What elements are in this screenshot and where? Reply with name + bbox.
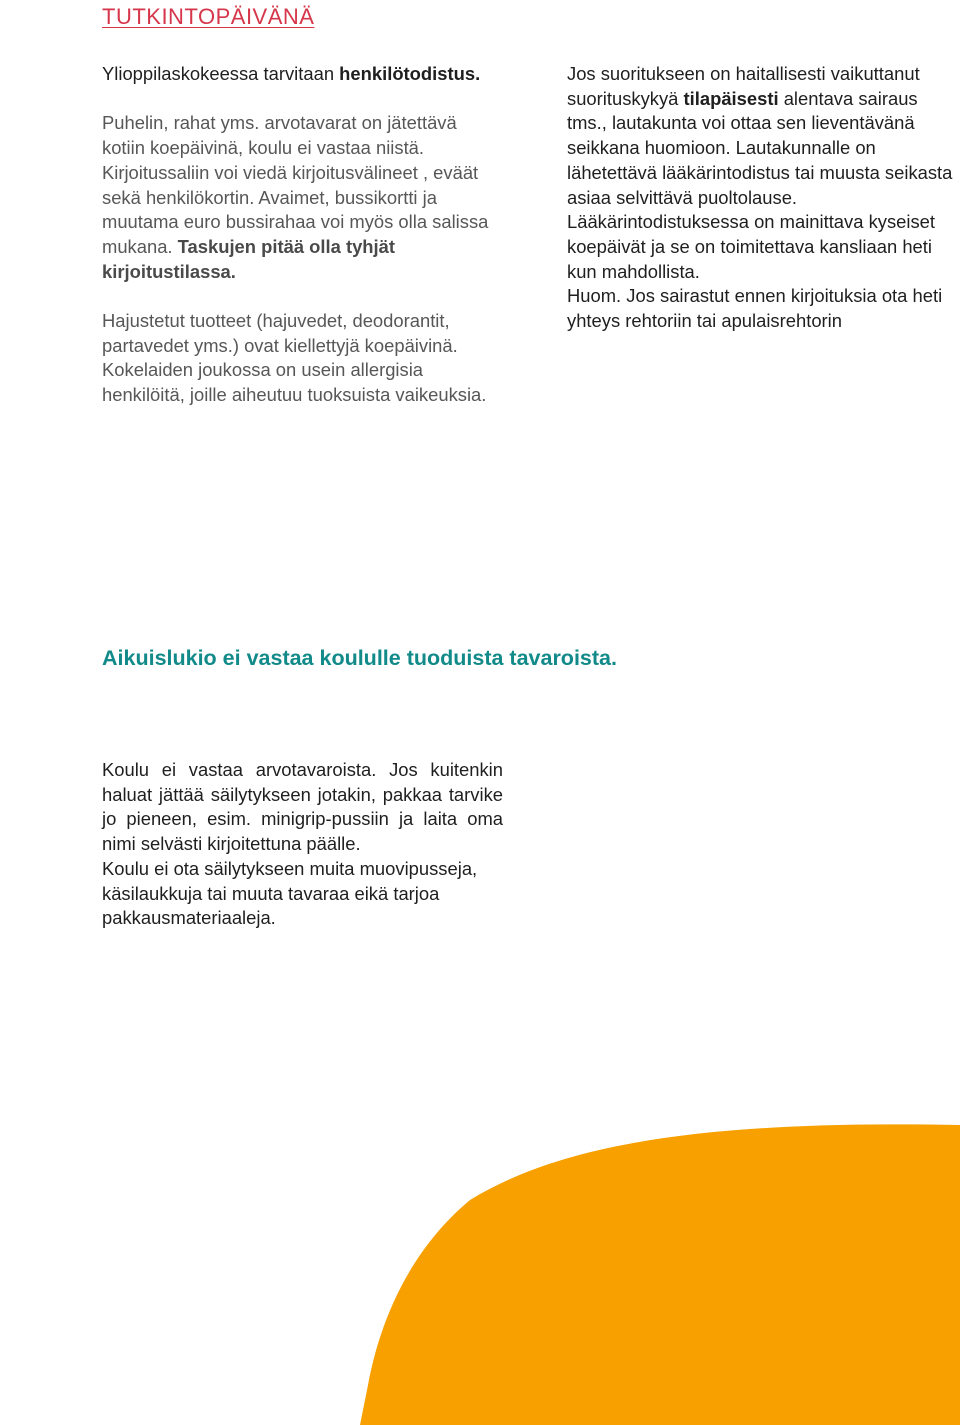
id-required-text: Ylioppilaskokeessa tarvitaan [102, 63, 340, 84]
valuables-bold: Taskujen pitää olla tyhjät kirjoitustilassa. [102, 235, 395, 282]
illness-text-start: Jos suoritukseen on haitallisesti vaikuttanut suorituskykyä [567, 63, 920, 109]
huom-paragraph: Huom. Jos sairastut ennen kirjoituksia ota heti yhteys rehtoriin tai apulaisrehtorin [567, 285, 943, 332]
illness-text-end: alentava sairaus tms., lautakunta voi ottaa sen lieventävänä seikkana huomioon. Lautakunnalle on lähetettävä lääkärintodistus tai muusta seikasta asiaa selvittävä puoltolause. Lääkärintodistuksessa on mainittava kyseiset koepäivät ja se on toimitettava kansliaan heti kun mahdollista. [567, 87, 953, 282]
storage-section [102, 758, 503, 931]
right-column [567, 62, 960, 334]
illness-bold: tilapäisesti [683, 87, 779, 109]
id-required-paragraph [102, 62, 492, 87]
valuables-paragraph [102, 111, 492, 284]
page-heading: TUTKINTOPÄIVÄNÄ [102, 4, 315, 29]
section-heading: Aikuislukio ei vastaa koululle tuoduista tavaroista. [102, 646, 617, 670]
valuables-text: Puhelin, rahat yms. arvotavarat on jätettävä kotiin koepäivinä, koulu ei vastaa niistä. Kirjoitussaliin voi viedä kirjoitusvälineet , eväät sekä henkilökortin. Avaimet, bussikortti ja muutama euro bussirahaa voi myös olla salissa mukana. [102, 112, 489, 257]
fragrance-paragraph: Hajustetut tuotteet (hajuvedet, deodorantit, partavedet yms.) ovat kiellettyjä koepäivinä. Kokelaiden joukossa on usein allergisia henkilöitä, joille aiheutuu tuoksuista vaikeuksia. [102, 310, 487, 406]
illness-paragraph [567, 62, 960, 284]
left-column [102, 62, 492, 408]
storage-paragraph: Koulu ei vastaa arvotavaroista. Jos kuitenkin haluat jättää säilytykseen jotakin, pakkaa tarvike jo pieneen, esim. minigrip-pussiin ja laita oma nimi selvästi kirjoitettuna päälle. [102, 759, 503, 855]
storage-limits-paragraph: Koulu ei ota säilytykseen muita muovipusseja, käsilaukkuja tai muuta tavaraa eikä tarjoa pakkausmateriaaleja. [102, 857, 478, 929]
id-required-bold: henkilötodistus. [339, 63, 481, 84]
